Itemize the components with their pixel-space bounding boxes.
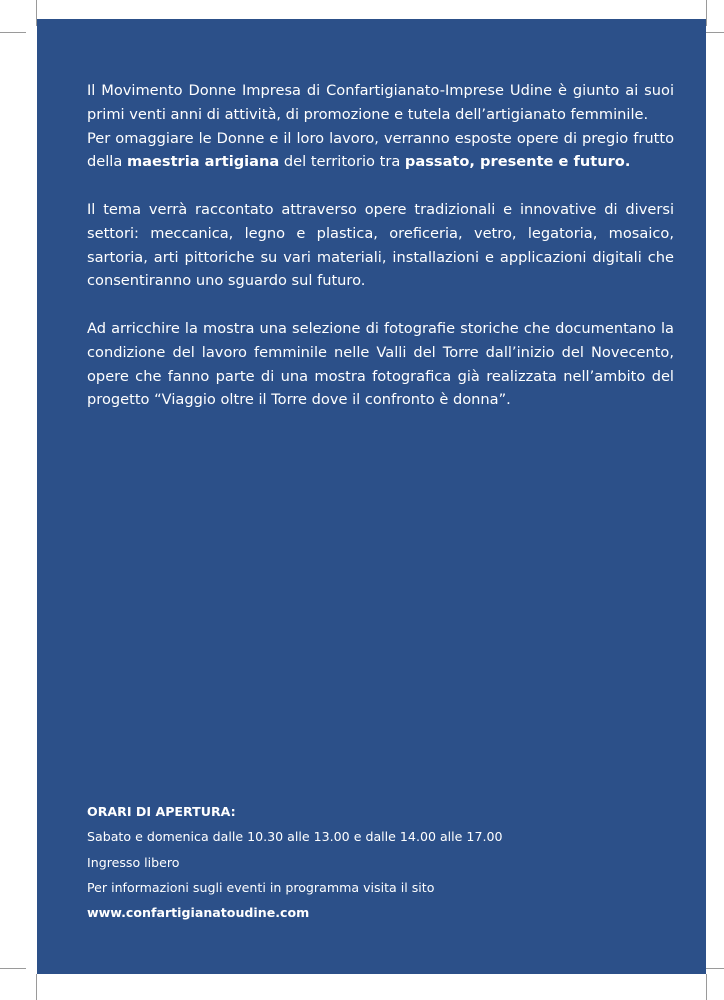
intro-paragraph-1: Il Movimento Donne Impresa di Confartigianato-Imprese Udine è giunto ai suoi primi venti anni di attività, di promozione e tutela dell’artigianato femminile. bbox=[87, 82, 674, 123]
crop-mark-bottom-right-v bbox=[706, 974, 707, 1000]
intro-p2-text-start: Per omaggiare le Donne e il loro lavoro, verranno esposte opere di pregio frutto della bbox=[87, 129, 674, 171]
highlight-time: passato, presente e futuro. bbox=[404, 153, 631, 171]
intro-paragraph-2 bbox=[87, 127, 674, 175]
opening-info bbox=[87, 799, 674, 925]
crop-mark-top-left-h bbox=[0, 32, 26, 33]
opening-heading: ORARI DI APERTURA: bbox=[87, 804, 236, 819]
highlight-maestria: maestria artigiana bbox=[126, 153, 280, 171]
website-link[interactable]: www.confartigianatoudine.com bbox=[87, 905, 310, 921]
crop-mark-bottom-left-v bbox=[36, 974, 37, 1000]
events-info: Per informazioni sugli eventi in programma visita il sito bbox=[87, 879, 435, 895]
opening-hours: Sabato e domenica dalle 10.30 alle 13.00 e dalle 14.00 alle 17.00 bbox=[87, 829, 503, 845]
crop-mark-bottom-left-h bbox=[0, 968, 26, 969]
entry-info: Ingresso libero bbox=[87, 854, 180, 870]
theme-paragraph: Il tema verrà raccontato attraverso opere tradizionali e innovative di diversi settori: meccanica, legno e plastica, oreficeria, vetro, legatoria, mosaico, sartoria, arti pittoriche su vari materiali, installazioni e applicazioni digitali che consentiranno uno sguardo sul futuro. bbox=[87, 200, 674, 290]
intro-p2-text-middle: del territorio tra bbox=[279, 153, 405, 171]
blue-panel bbox=[37, 19, 706, 974]
photo-paragraph: Ad arricchire la mostra una selezione di fotografie storiche che documentano la condizione del lavoro femminile nelle Valli del Torre dall’inizio del Novecento, opere che fanno parte di una mostra fotografica già realizzata nell’ambito del progetto “Viaggio oltre il Torre dove il confronto è donna”. bbox=[87, 319, 674, 409]
crop-mark-top-right-v bbox=[706, 0, 707, 26]
description-text bbox=[87, 79, 674, 412]
